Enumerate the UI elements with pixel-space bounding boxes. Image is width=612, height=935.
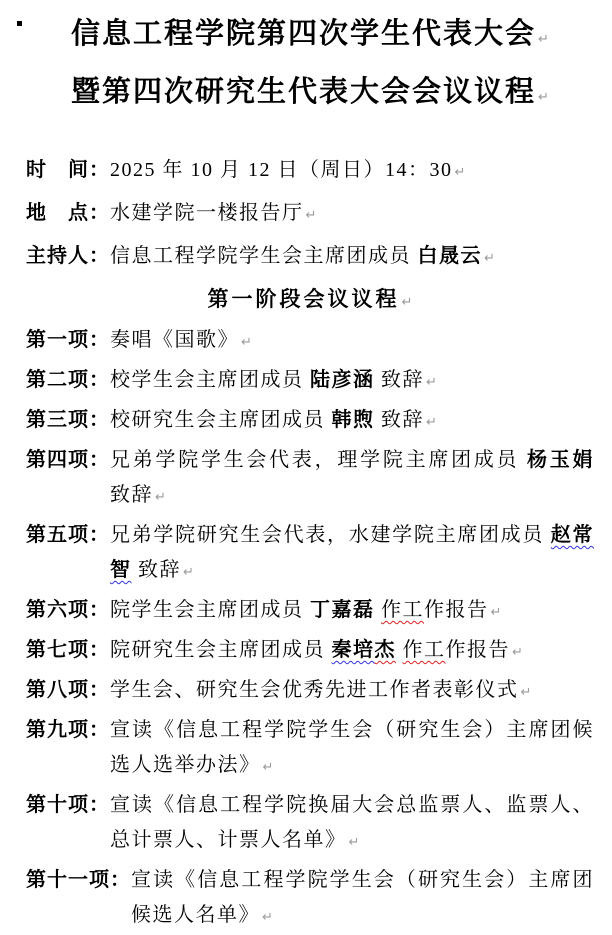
- person-name: 杰: [374, 639, 396, 661]
- agenda-row-content: [110, 673, 594, 710]
- title-line-1: [26, 8, 594, 66]
- paragraph-mark: ↵: [183, 565, 194, 580]
- text-segment: 致辞: [374, 409, 424, 431]
- meta-row-content: [110, 150, 594, 193]
- text-segment: 宣读《信息工程学院学生会（研究生会）主席团候选人选举办法》: [110, 719, 594, 776]
- agenda-row: [26, 323, 594, 360]
- text-segment: 兄弟学院学生会代表，理学院主席团成员: [110, 449, 528, 471]
- paragraph-mark: ↵: [512, 645, 523, 660]
- meta-row: [26, 150, 594, 193]
- agenda-row: [26, 518, 594, 590]
- paragraph-mark: ↵: [538, 32, 549, 47]
- meta-row-content: [110, 193, 594, 236]
- agenda-row: [26, 713, 594, 785]
- title-line-2: [26, 66, 594, 124]
- paragraph-mark: ↵: [520, 685, 532, 700]
- paragraph-mark: ↵: [305, 208, 317, 223]
- meta-row-label: 地 点：: [26, 202, 110, 224]
- agenda-row-label: 第十项：: [26, 794, 110, 816]
- agenda-row-content: [110, 593, 594, 630]
- agenda-row-content: [110, 363, 594, 400]
- title-line-1-text: 信息工程学院第四次学生代表大会: [71, 18, 537, 50]
- text-segment: 作报告: [445, 639, 510, 661]
- text-segment: 宣读《信息工程学院换届大会总监票人、监票人、总计票人、计票人名单》: [110, 794, 594, 851]
- person-name: 杨玉娟: [527, 449, 595, 471]
- text-segment: 致辞: [374, 369, 424, 391]
- text-segment: 校研究生会主席团成员: [110, 409, 332, 431]
- agenda-row-content: [110, 403, 594, 440]
- person-name: 丁嘉磊: [310, 599, 375, 621]
- text-segment: 作工: [381, 599, 424, 621]
- paragraph-mark: ↵: [538, 90, 549, 105]
- agenda-row: [26, 363, 594, 400]
- text-segment: 水建学院一楼报告厅: [110, 202, 304, 224]
- agenda-row-label: 第七项：: [26, 639, 110, 661]
- agenda-row-label: 第五项：: [26, 524, 110, 546]
- agenda-row: [26, 633, 594, 670]
- agenda-row-label: 第一项：: [26, 329, 110, 351]
- person-name: 白晟云: [417, 245, 482, 267]
- agenda-row-content: [110, 713, 594, 785]
- text-segment: 作报告: [424, 599, 489, 621]
- text-segment: 校学生会主席团成员: [110, 369, 310, 391]
- agenda-row-label: 第二项：: [26, 369, 110, 391]
- agenda-list: [26, 323, 594, 935]
- text-segment: 2025 年 10 月 12 日（周日）14：30: [110, 159, 453, 181]
- meta-row-label: 时 间：: [26, 159, 110, 181]
- paragraph-mark: ↵: [484, 251, 495, 266]
- agenda-row-content: [110, 323, 594, 360]
- agenda-row-content: [110, 443, 594, 515]
- text-segment: 学生会、研究生会优秀先进工作者表彰仪式: [110, 679, 519, 701]
- agenda-row: [26, 788, 594, 860]
- section-heading: [26, 279, 594, 323]
- paragraph-mark: ↵: [155, 490, 166, 505]
- text-segment: 奏唱《国歌》: [110, 329, 239, 351]
- paragraph-mark: ↵: [454, 165, 466, 180]
- text-segment: 致辞: [110, 484, 153, 506]
- section-heading-text: 第一阶段会议议程: [207, 287, 400, 311]
- agenda-row-content: [110, 633, 594, 670]
- text-segment: 宣读《信息工程学院学生会（研究生会）主席团候选人名单》: [131, 869, 594, 926]
- meta-row-content: [110, 236, 594, 279]
- person-name: 秦培: [331, 639, 375, 661]
- meta-row-label: 主持人：: [26, 245, 110, 267]
- paragraph-mark: ↵: [348, 835, 360, 850]
- paragraph-mark: ↵: [426, 415, 437, 430]
- agenda-row-label: 第六项：: [26, 599, 110, 621]
- person-name: 陆彦涵: [310, 369, 375, 391]
- text-segment: 院学生会主席团成员: [110, 599, 310, 621]
- agenda-row: [26, 673, 594, 710]
- stray-bullet-mark: [17, 21, 22, 26]
- agenda-row-label: 第八项：: [26, 679, 110, 701]
- agenda-row: [26, 593, 594, 630]
- text-segment: 作工: [402, 639, 446, 661]
- agenda-row-label: 第三项：: [26, 409, 110, 431]
- agenda-row-content: [110, 788, 594, 860]
- text-segment: 院研究生会主席团成员: [110, 639, 332, 661]
- paragraph-mark: ↵: [426, 375, 437, 390]
- text-segment: 致辞: [131, 559, 181, 581]
- paragraph-mark: ↵: [262, 760, 274, 775]
- meta-row: [26, 236, 594, 279]
- paragraph-mark: ↵: [262, 910, 273, 925]
- agenda-row-content: [131, 863, 594, 935]
- person-name: 赵常智: [110, 524, 595, 581]
- agenda-row: [26, 403, 594, 440]
- agenda-row-content: [110, 518, 594, 590]
- paragraph-mark: ↵: [401, 295, 413, 310]
- meta-list: [26, 150, 594, 279]
- document-title: [26, 0, 594, 124]
- agenda-row-label: 第十一项：: [26, 869, 131, 891]
- text-segment: 信息工程学院学生会主席团成员: [110, 245, 418, 267]
- agenda-row-label: 第四项：: [26, 449, 110, 471]
- agenda-row: [26, 863, 594, 935]
- title-line-2-text: 暨第四次研究生代表大会会议议程: [71, 76, 537, 108]
- paragraph-mark: ↵: [490, 605, 502, 620]
- paragraph-mark: ↵: [241, 335, 252, 350]
- agenda-row: [26, 443, 594, 515]
- person-name: 韩煦: [331, 409, 375, 431]
- agenda-row-label: 第九项：: [26, 719, 110, 741]
- meta-row: [26, 193, 594, 236]
- text-segment: 兄弟学院研究生会代表，水建学院主席团成员: [110, 524, 551, 546]
